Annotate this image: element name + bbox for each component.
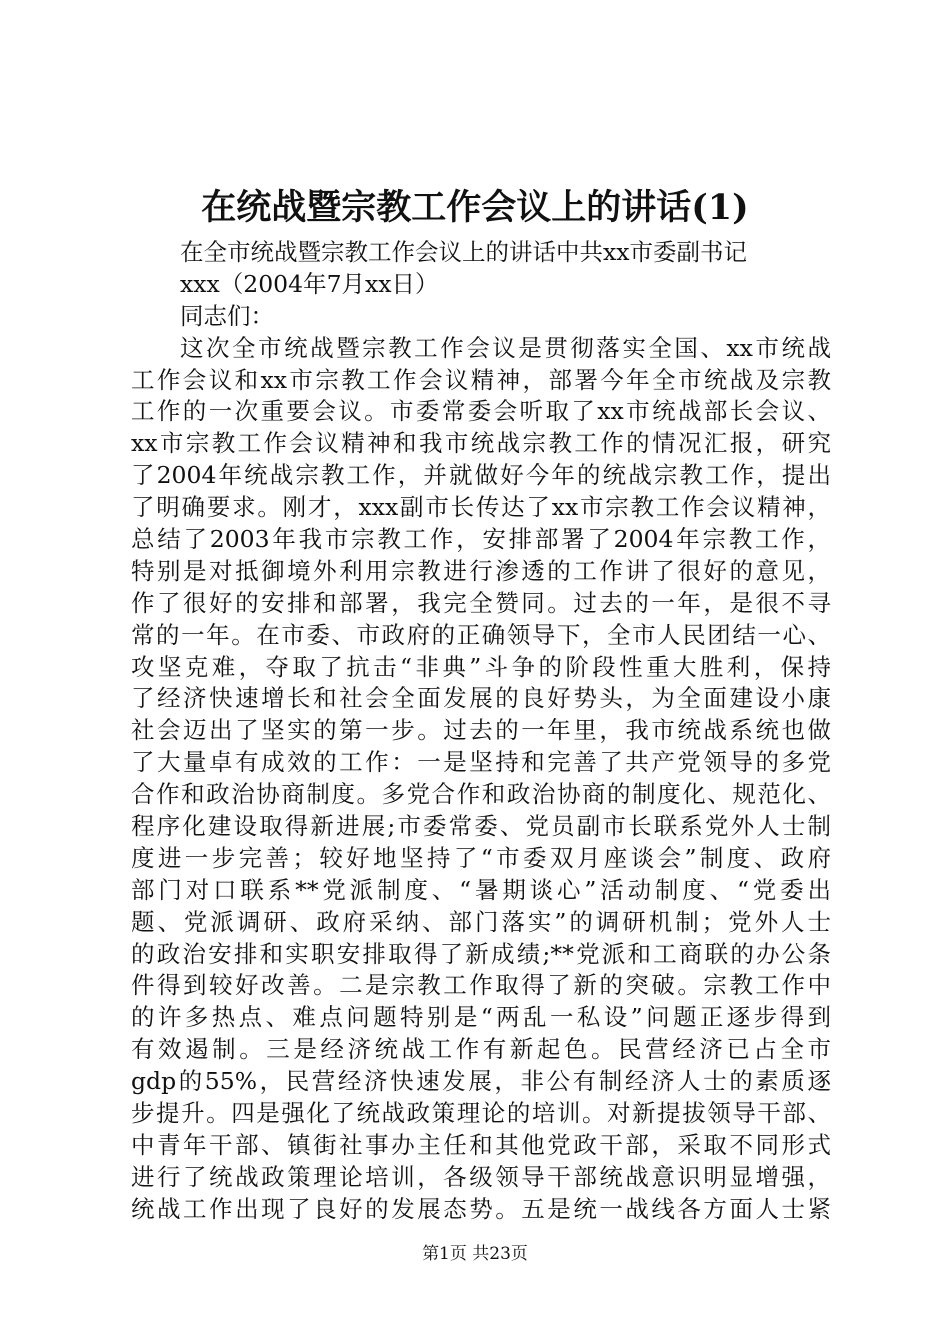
paragraph-line: 了经济快速增长和社会全面发展的良好势头，为全面建设小康: [131, 684, 831, 713]
paragraph-line: 部门对口联系**党派制度、“暑期谈心”活动制度、“党委出: [131, 875, 831, 904]
paragraph-line: 作了很好的安排和部署，我完全赞同。过去的一年，是很不寻: [131, 588, 831, 617]
paragraph-line: 进行了统战政策理论培训，各级领导干部统战意识明显增强，: [131, 1162, 831, 1191]
paragraph-line: 了大量卓有成效的工作：一是坚持和完善了共产党领导的多党: [131, 748, 831, 777]
subtitle-line: 在全市统战暨宗教工作会议上的讲话中共xx市委副书记: [180, 238, 748, 266]
paragraph-line: 题、党派调研、政府采纳、部门落实”的调研机制；党外人士: [131, 907, 831, 936]
paragraph-line: 有效遏制。三是经济统战工作有新起色。民营经济已占全市: [131, 1035, 831, 1064]
paragraph-line: 特别是对抵御境外利用宗教进行渗透的工作讲了很好的意见，: [131, 556, 831, 585]
paragraph-line: 统战工作出现了良好的发展态势。五是统一战线各方面人士紧: [131, 1194, 831, 1223]
paragraph-line: 总结了2003年我市宗教工作，安排部署了2004年宗教工作，: [131, 525, 831, 554]
paragraph-line: xx市宗教工作会议精神和我市统战宗教工作的情况汇报，研究: [131, 429, 831, 458]
paragraph-line: 工作会议和xx市宗教工作会议精神，部署今年全市统战及宗教: [131, 365, 831, 394]
paragraph-line: gdp的55%，民营经济快速发展，非公有制经济人士的素质逐: [131, 1067, 831, 1096]
subtitle-date-line: xxx（2004年7月xx日）: [180, 269, 439, 298]
paragraph-line: 这次全市统战暨宗教工作会议是贯彻落实全国、xx市统战: [180, 333, 831, 362]
paragraph-line: 程序化建设取得新进展;市委常委、党员副市长联系党外人士制: [131, 812, 831, 841]
paragraph-line: 社会迈出了坚实的第一步。过去的一年里，我市统战系统也做: [131, 716, 831, 745]
paragraph-line: 了2004年统战宗教工作，并就做好今年的统战宗教工作，提出: [131, 461, 831, 490]
paragraph-line: 中青年干部、镇街社事办主任和其他党政干部，采取不同形式: [131, 1130, 831, 1159]
document-body: [131, 237, 831, 1226]
paragraph-line: 步提升。四是强化了统战政策理论的培训。对新提拔领导干部、: [131, 1099, 831, 1128]
paragraph-line: 工作的一次重要会议。市委常委会听取了xx市统战部长会议、: [131, 397, 831, 426]
paragraph-line: 攻坚克难，夺取了抗击“非典”斗争的阶段性重大胜利，保持: [131, 652, 831, 681]
paragraph-line: 了明确要求。刚才，xxx副市长传达了xx市宗教工作会议精神，: [131, 493, 831, 522]
page-number-footer: 第1页 共23页: [422, 1244, 528, 1264]
paragraph-line: 常的一年。在市委、市政府的正确领导下，全市人民团结一心、: [131, 620, 831, 649]
paragraph-line: 的政治安排和实职安排取得了新成绩;**党派和工商联的办公条: [131, 939, 831, 968]
salutation: 同志们：: [180, 301, 274, 330]
paragraph-line: 度进一步完善；较好地坚持了“市委双月座谈会”制度、政府: [131, 843, 831, 872]
paragraph-line: 的许多热点、难点问题特别是“两乱一私设”问题正逐步得到: [131, 1003, 831, 1032]
paragraph-line: 合作和政治协商制度。多党合作和政治协商的制度化、规范化、: [131, 780, 831, 809]
document-title: 在统战暨宗教工作会议上的讲话(1): [201, 187, 749, 228]
paragraph-line: 件得到较好改善。二是宗教工作取得了新的突破。宗教工作中: [131, 971, 831, 1000]
